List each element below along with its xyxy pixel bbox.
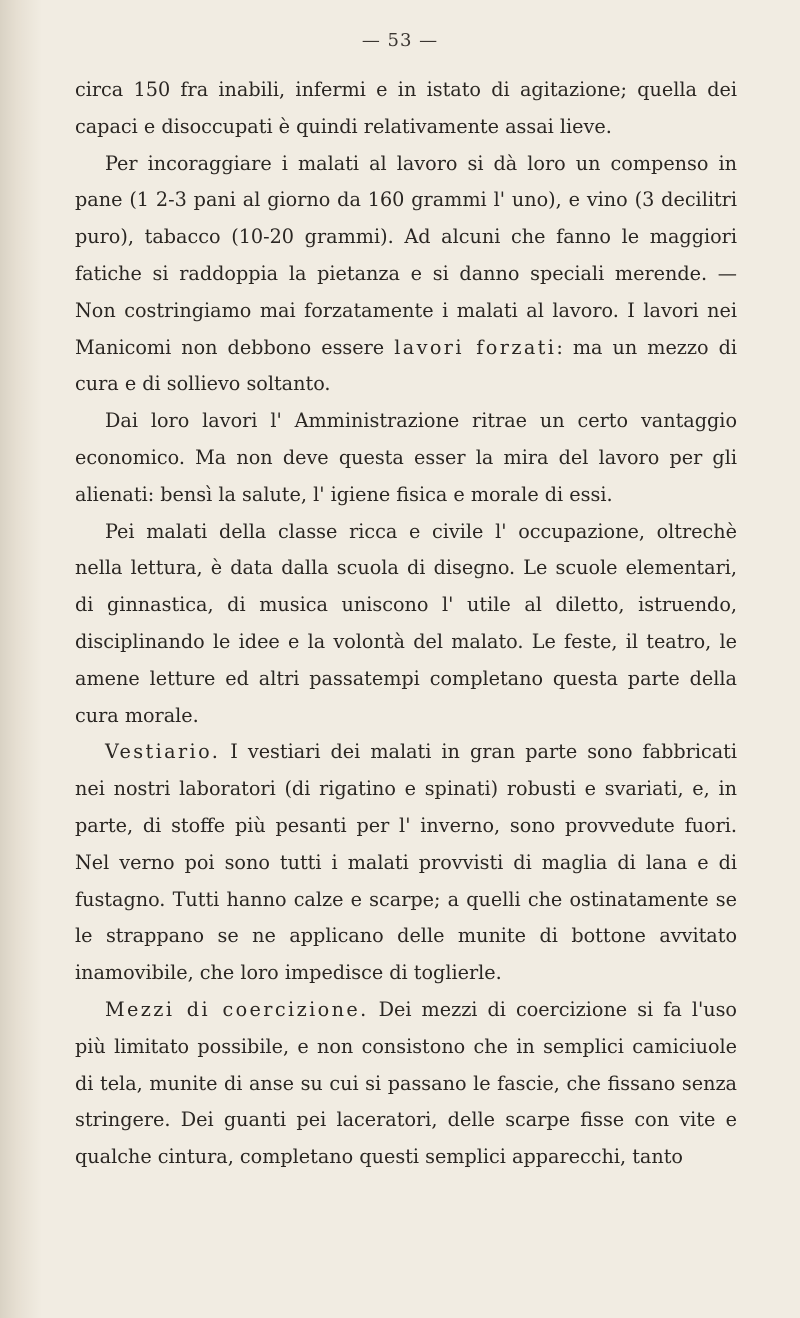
binding-shadow (0, 0, 42, 1318)
paragraph-6-text: Dei mezzi di coercizione si fa l'uso più limitato possibile, e non consistono che in semplici camiciuole di tela, munite di anse su cui si passano le fascie, che fissano senza stringere. Dei guanti pei laceratori, delle scarpe fisse con vite e qualche cintura, completano questi semplici apparecchi, tanto (75, 997, 737, 1169)
paragraph-5 (75, 734, 737, 992)
paragraph-2-text-after: : ma un mezzo di cura e di sollievo soltanto. (75, 335, 738, 396)
paragraph-4-text: Pei malati della classe ricca e civile l' occupazione, oltrechè nella lettura, è data dalla scuola di disegno. Le scuole elementari, di ginnastica, di musica uniscono l' utile al diletto, istruendo, disciplinando le idee e la volontà del malato. Le feste, il teatro, le amene letture ed altri passatempi completano questa parte della cura morale. (75, 519, 737, 727)
paragraph-1 (75, 72, 737, 146)
paragraph-5-text: I vestiari dei malati in gran parte sono fabbricati nei nostri laboratori (di rigatino e spinati) robusti e svariati, e, in parte, di stoffe più pesanti per l' inverno, sono provvedute fuori. Nel verno poi sono tutti i malati provvisti di maglia di lana e di fustagno. Tutti hanno calze e scarpe; a quelli che ostinatamente se le strappano se ne applicano delle munite di bottone avvitato inamovibile, che loro impedisce di toglierle. (75, 740, 737, 985)
paragraph-2-text: Per incoraggiare i malati al lavoro si dà loro un compenso in pane (1 2-3 pani al giorno da 160 grammi l' uno), e vino (3 decilitri puro), tabacco (10-20 grammi). Ad alcuni che fanno le maggiori fatiche si raddoppia la pietanza e si danno speciali merende. — Non costringiamo mai forzatamente i malati al lavoro. I lavori nei Manicomi non debbono essere (75, 151, 737, 359)
paragraph-3-text: Dai loro lavori l' Amministrazione ritrae un certo vantaggio economico. Ma non deve questa esser la mira del lavoro per gli alienati: bensì la salute, l' igiene fisica e morale di essi. (75, 409, 737, 506)
paragraph-2 (75, 146, 737, 404)
paragraph-3 (75, 403, 737, 513)
section-heading-vestiario: Vestiario. (105, 740, 221, 764)
paragraph-4 (75, 514, 737, 735)
body-text (75, 72, 737, 1176)
page-number: — 53 — (361, 30, 439, 51)
section-heading-mezzi-di-coercizione: Mezzi di coercizione. (105, 997, 369, 1021)
paragraph-6 (75, 992, 737, 1176)
paragraph-1-text: circa 150 fra inabili, infermi e in istato di agitazione; quella dei capaci e disoccupati è quindi relativamente assai lieve. (75, 78, 737, 138)
paragraph-2-spaced-phrase: lavori forzati (394, 335, 557, 359)
